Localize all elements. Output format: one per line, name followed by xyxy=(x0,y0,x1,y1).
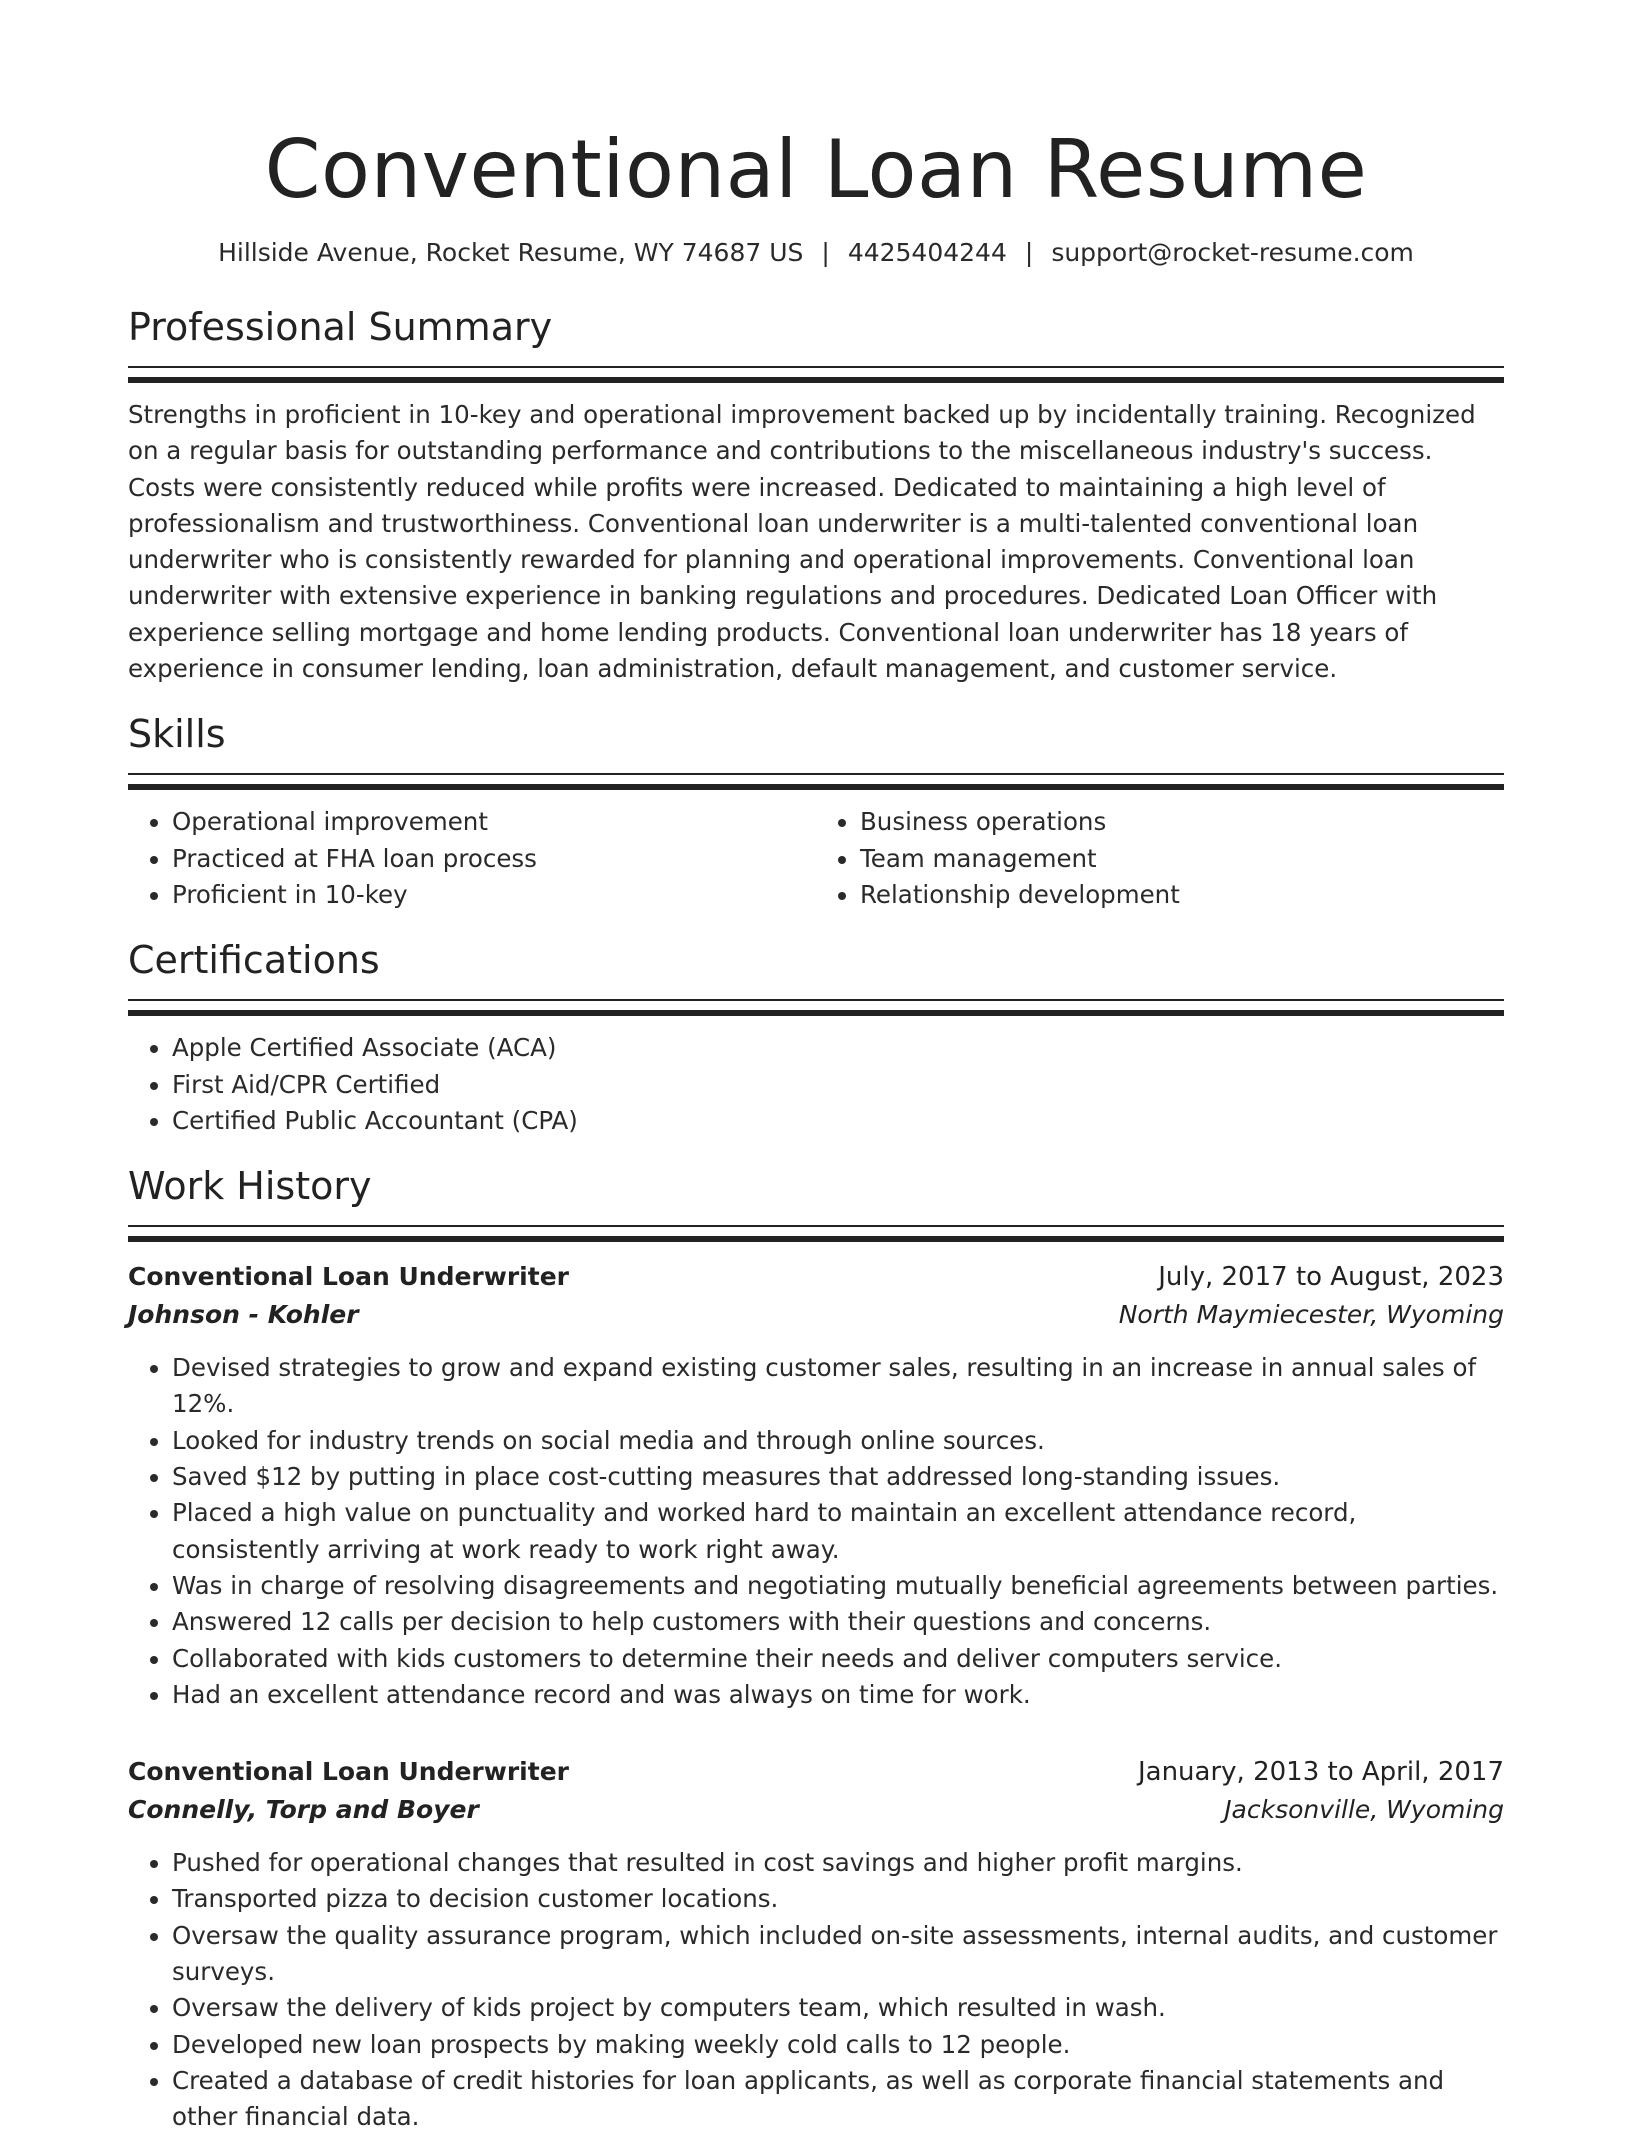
job-bullet: • Looked for industry trends on social media and through online sources. xyxy=(172,1423,1504,1459)
job-bullet: • Oversaw the delivery of kids project by computers team, which resulted in wash. xyxy=(172,1990,1504,2026)
job-bullet-list xyxy=(128,1845,1504,2135)
contact-separator: | xyxy=(1024,238,1034,267)
job-bullet: • Collaborated with kids customers to determine their needs and deliver computers service. xyxy=(172,1641,1504,1677)
skills-list-left xyxy=(128,804,816,913)
resume-title: Conventional Loan Resume xyxy=(264,123,1368,216)
certification-item: • Certified Public Accountant (CPA) xyxy=(172,1103,1504,1139)
job-subheader-row xyxy=(128,1296,1504,1334)
section-divider xyxy=(128,366,1504,383)
skill-item: • Operational improvement xyxy=(172,804,816,840)
certifications-heading: Certifications xyxy=(128,938,380,983)
certification-item: • First Aid/CPR Certified xyxy=(172,1067,1504,1103)
skill-item: • Relationship development xyxy=(860,877,1504,913)
job-bullet-list xyxy=(128,1350,1504,1713)
summary-heading: Professional Summary xyxy=(128,305,553,349)
job-entry xyxy=(128,1753,1504,2135)
job-bullet: • Developed new loan prospects by making weekly cold calls to 12 people. xyxy=(172,2027,1504,2063)
skill-item: • Team management xyxy=(860,841,1504,877)
job-title: Conventional Loan Underwriter xyxy=(128,1757,569,1787)
job-bullet: • Devised strategies to grow and expand existing customer sales, resulting in an increase in annual sales of 12%. xyxy=(172,1350,1504,1423)
job-company: Johnson - Kohler xyxy=(128,1300,359,1330)
job-bullet: • Transported pizza to decision customer locations. xyxy=(172,1881,1504,1917)
section-divider xyxy=(128,773,1504,790)
skills-heading: Skills xyxy=(128,712,226,757)
job-location: North Maymiecester, Wyoming xyxy=(1118,1300,1504,1330)
section-divider xyxy=(128,999,1504,1016)
summary-text: Strengths in proficient in 10-key and operational improvement backed up by incidentally training. Recognized on a regular basis for outstanding performance and contributions to the miscellaneous industry's success. Costs were consistently reduced while profits were increased. Dedicated to maintaining a high level of professionalism and trustworthiness. Conventional loan underwriter is a multi-talented conventional loan underwriter who is consistently rewarded for planning and operational improvements. Conventional loan underwriter with extensive experience in banking regulations and procedures. Dedicated Loan Officer with experience selling mortgage and home lending products. Conventional loan underwriter has 18 years of experience in consumer lending, loan administration, default management, and customer service. xyxy=(128,400,1476,684)
skills-grid xyxy=(128,804,1504,913)
job-bullet: • Oversaw the quality assurance program, which included on-site assessments, internal audits, and customer surveys. xyxy=(172,1918,1504,1991)
job-bullet: • Answered 12 calls per decision to help customers with their questions and concerns. xyxy=(172,1604,1504,1640)
job-bullet: • Saved $12 by putting in place cost-cutting measures that addressed long-standing issues. xyxy=(172,1459,1504,1495)
certification-item: • Apple Certified Associate (ACA) xyxy=(172,1030,1504,1066)
job-title: Conventional Loan Underwriter xyxy=(128,1262,569,1292)
job-bullet: • Placed a high value on punctuality and worked hard to maintain an excellent attendance record, consistently arriving at work ready to work right away. xyxy=(172,1495,1504,1568)
job-dates: January, 2013 to April, 2017 xyxy=(1137,1757,1504,1788)
contact-email: support@rocket-resume.com xyxy=(1051,238,1414,267)
job-bullet: • Was in charge of resolving disagreements and negotiating mutually beneficial agreements between parties. xyxy=(172,1568,1504,1604)
job-header-row xyxy=(128,1258,1504,1296)
job-subheader-row xyxy=(128,1791,1504,1829)
skill-item: • Proficient in 10-key xyxy=(172,877,816,913)
job-location: Jacksonville, Wyoming xyxy=(1224,1795,1504,1825)
skills-section xyxy=(128,709,1504,913)
summary-section xyxy=(128,302,1504,687)
work-history-heading: Work History xyxy=(128,1164,372,1209)
job-bullet: • Pushed for operational changes that resulted in cost savings and higher profit margins. xyxy=(172,1845,1504,1881)
contact-separator: | xyxy=(821,238,830,267)
job-company: Connelly, Torp and Boyer xyxy=(128,1795,479,1825)
contact-line xyxy=(128,236,1504,270)
contact-phone: 4425404244 xyxy=(847,238,1007,267)
contact-address: Hillside Avenue, Rocket Resume, WY 74687 US xyxy=(218,238,804,267)
work-history-section xyxy=(128,1161,1504,2135)
job-header-row xyxy=(128,1753,1504,1791)
skill-item: • Business operations xyxy=(860,804,1504,840)
job-bullet: • Created a database of credit histories for loan applicants, as well as corporate financial statements and other financial data. xyxy=(172,2063,1504,2136)
section-divider xyxy=(128,1225,1504,1242)
certifications-list xyxy=(128,1030,1504,1139)
job-bullet: • Had an excellent attendance record and was always on time for work. xyxy=(172,1677,1504,1713)
skills-list-right xyxy=(816,804,1504,913)
job-entry xyxy=(128,1258,1504,1713)
skill-item: • Practiced at FHA loan process xyxy=(172,841,816,877)
job-dates: July, 2017 to August, 2023 xyxy=(1158,1262,1504,1293)
certifications-section xyxy=(128,935,1504,1139)
